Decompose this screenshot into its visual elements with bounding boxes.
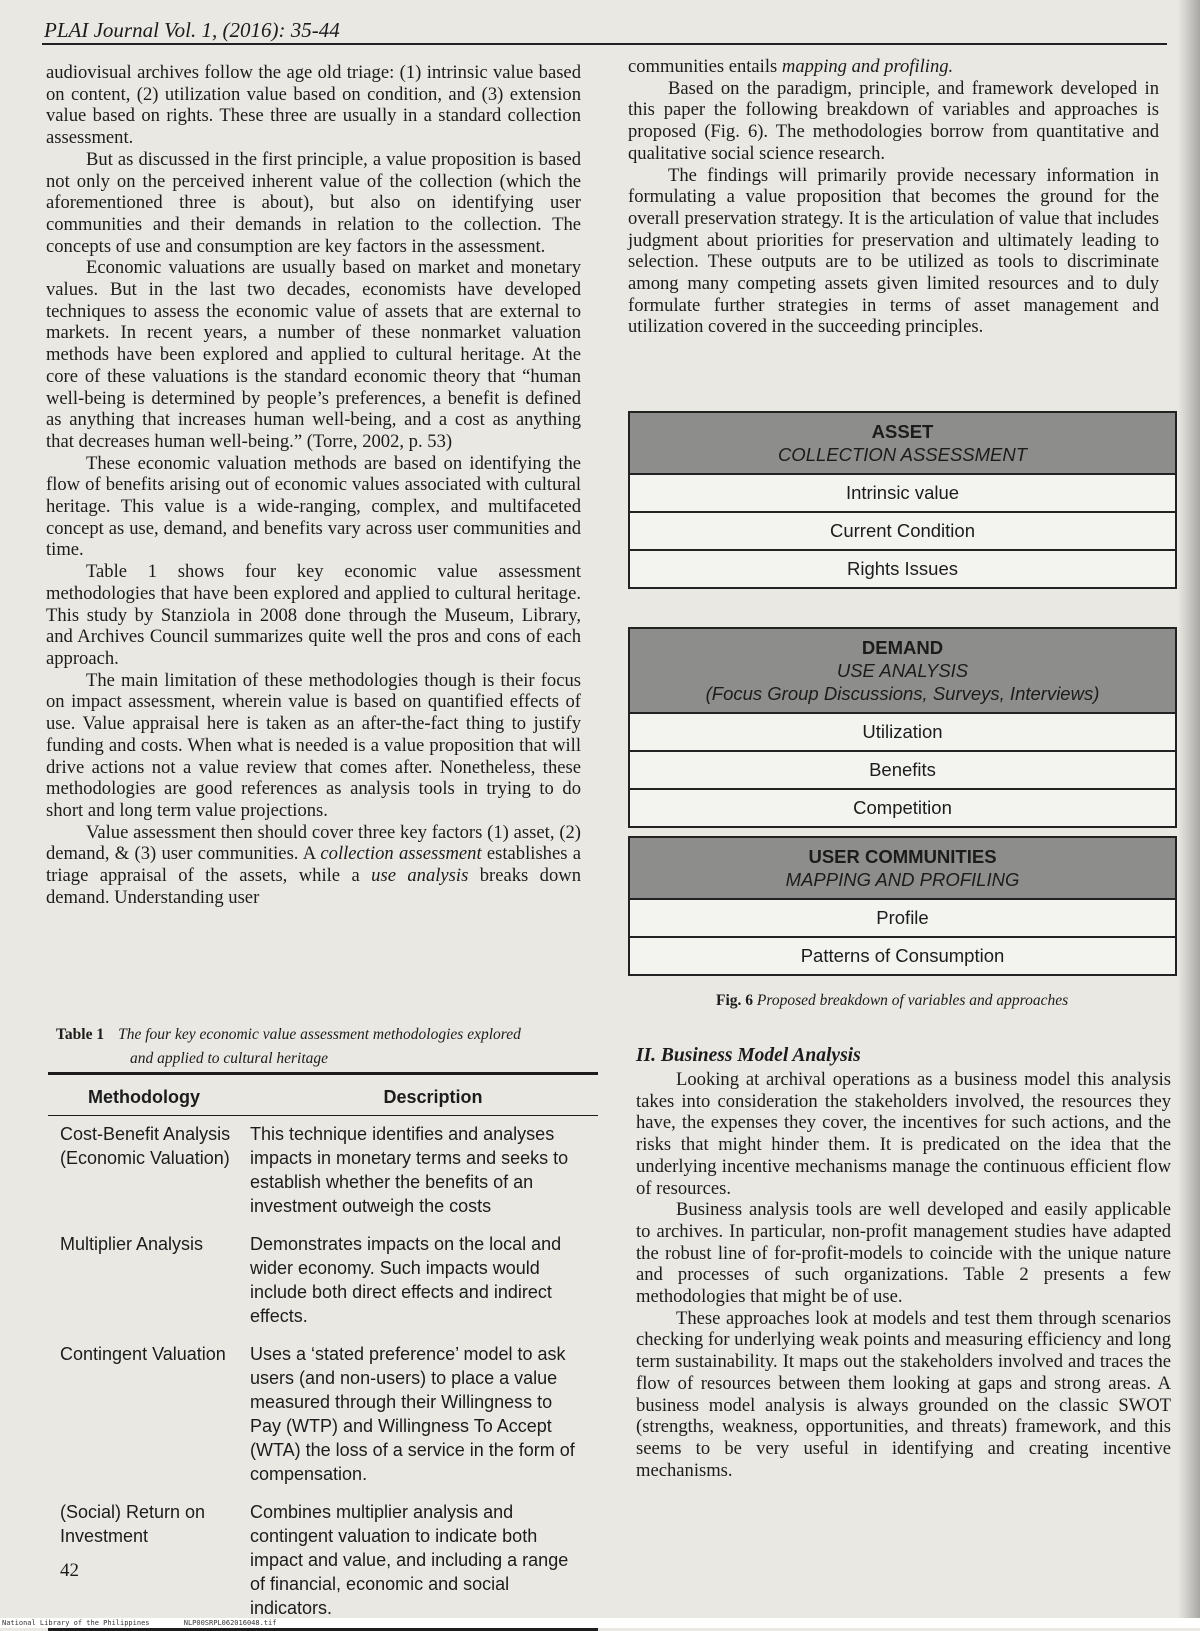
asset-box-header (630, 413, 1175, 475)
paragraph: These economic valuation methods are based on identifying the flow of benefits arising out of economic values associated with cultural heritage. This value is a wide-ranging, complex, and multifaceted concept as use, demand, and benefits vary across user communities and time. (46, 452, 581, 561)
box-note: (Focus Group Discussions, Surveys, Interviews) (705, 683, 1100, 704)
table-row (48, 1336, 598, 1494)
table-cell-description: Demonstrates impacts on the local and wider economy. Such impacts would include both direct effects and indirect effects. (250, 1234, 562, 1326)
section-body (636, 1069, 1171, 1481)
italic-term: mapping and profiling. (781, 56, 954, 77)
figure-caption (716, 992, 1068, 1010)
box-item: Utilization (630, 714, 1175, 752)
paragraph: But as discussed in the first principle, a value proposition is based not only on the perceived inherent value of the collection (which the aforementioned three is about), but also on identifying user communities and their demands in relation to the collection. The concepts of use and consumption are key factors in the assessment. (46, 148, 581, 257)
box-subtitle: MAPPING AND PROFILING (785, 869, 1020, 890)
paragraph: These approaches look at models and test them through scenarios checking for underlying weak points and measuring efficiency and long term sustainability. It maps out the stakeholders involved and traces the flow of resources between them looking at gaps and strong areas. A business model analysis is always grounded on the classic SWOT (strengths, weakness, opportunities, and threats) framework, and this seems to be very useful in identifying and creating incentive mechanisms. (636, 1307, 1171, 1481)
text-run: Value assessment then should cover three key factors (1) asset, (2) demand, & (3) user communities. A (46, 821, 581, 865)
text-run: establishes a triage appraisal of the assets, while a (46, 843, 581, 887)
scan-source: National Library of the Philippines (2, 1619, 150, 1627)
table-label: Table 1 (56, 1026, 105, 1043)
right-column (628, 56, 1159, 338)
column-header: Methodology (88, 1087, 200, 1107)
box-title: DEMAND (861, 637, 944, 658)
section-heading: II. Business Model Analysis (636, 1045, 861, 1066)
table-cell-description: Combines multiplier analysis and contingent valuation to indicate both impact and value, and including a range of financial, economic and social indicators. (250, 1502, 569, 1618)
box-item: Profile (630, 900, 1175, 938)
scan-footer (0, 1618, 1200, 1628)
page-edge-shadow (1178, 0, 1200, 1618)
user-communities-box (628, 836, 1177, 976)
box-subtitle: COLLECTION ASSESSMENT (777, 444, 1028, 465)
figure-label: Fig. 6 (716, 992, 754, 1009)
paragraph: The main limitation of these methodologies though is their focus on impact assessment, wherein value is based on quantified effects of use. Value appraisal here is taken as an after-the-fact thing to justify funding and costs. When what is needed is a value proposition that will drive actions not a value review that comes after. Nonetheless, these methodologies are good references as analysis tools in trying to do short and long term value projections. (46, 669, 581, 821)
box-item: Current Condition (630, 513, 1175, 551)
asset-box (628, 411, 1177, 589)
scan-file: NLP00SRPL062016048.tif (183, 1619, 277, 1627)
table-header-row (48, 1075, 598, 1116)
paragraph (628, 56, 1159, 78)
table-caption-line: The four key economic value assessment methodologies explored (118, 1026, 521, 1043)
text-run: breaks down demand. Understanding user (46, 865, 581, 908)
methodology-table (48, 1072, 598, 1631)
demand-box-header (630, 629, 1175, 714)
italic-term: use analysis (371, 865, 469, 887)
table-row (48, 1116, 598, 1226)
table-cell-method: Cost-Benefit Analysis (Economic Valuation) (60, 1124, 231, 1168)
paragraph: The findings will primarily provide necessary information in formulating a value proposition that becomes the ground for the overall preservation strategy. It is the articulation of value that includes judgment about priorities for preservation and ultimately leading to selection. These outputs are to be utilized as tools to discriminate among many competing assets given limited resources and to duly formulate further strategies in terms of asset management and utilization covered in the succeeding principles. (628, 164, 1159, 338)
box-item: Competition (630, 790, 1175, 826)
box-item: Intrinsic value (630, 475, 1175, 513)
paragraph: Table 1 shows four key economic value assessment methodologies that have been explored and applied to cultural heritage. This study by Stanziola in 2008 done through the Museum, Library, and Archives Council summarizes quite well the pros and cons of each approach. (46, 561, 581, 669)
table-cell-description: This technique identifies and analyses impacts in monetary terms and seeks to establish whether the benefits of an investment outweigh the costs (250, 1124, 569, 1216)
figure-caption-text: Proposed breakdown of variables and approaches (756, 992, 1069, 1009)
box-subtitle: USE ANALYSIS (836, 660, 969, 681)
paragraph: Based on the paradigm, principle, and framework developed in this paper the following breakdown of variables and approaches is proposed (Fig. 6). The methodologies borrow from quantitative and qualitative social science research. (628, 77, 1159, 164)
paragraph: Economic valuations are usually based on market and monetary values. But in the last two decades, economists have developed techniques to assess the economic value of assets that are external to markets. In recent years, a number of these nonmarket valuation methods have been explored and applied to cultural heritage. At the core of these valuations is the standard economic theory that “human well-being is determined by people’s preferences, a benefit is defined as anything that increases human well-being, and a cost as anything that decreases human well-being.” (Torre, 2002, p. 53) (46, 257, 581, 452)
text-run: communities entails (628, 56, 782, 77)
table-caption-line: and applied to cultural heritage (130, 1050, 329, 1067)
table-cell-method: Multiplier Analysis (60, 1234, 204, 1254)
box-item: Benefits (630, 752, 1175, 790)
table-cell-method: Contingent Valuation (60, 1344, 226, 1364)
paragraph: Looking at archival operations as a business model this analysis takes into consideration the stakeholders involved, the resources they have, the expenses they cover, the incentives for such actions, and the risks that might hinder them. It is predicated on the idea that the underlying incentive mechanisms manage the continuous efficient flow of resources. (636, 1069, 1171, 1199)
demand-box (628, 627, 1177, 828)
table-cell-description: Uses a ‘stated preference’ model to ask users (and non-users) to place a value measured through their Willingness to Pay (WTP) and Willingness To Accept (WTA) the loss of a service in the form of compensation. (250, 1344, 575, 1484)
table-caption (56, 1023, 576, 1071)
paragraph: audiovisual archives follow the age old triage: (1) intrinsic value based on content, (2) utilization value based on condition, and (3) extension value based on rights. These three are usually in a standard collection assessment. (46, 62, 581, 149)
box-item: Rights Issues (630, 551, 1175, 587)
header-rule (42, 43, 1167, 45)
table-row (48, 1226, 598, 1336)
column-header: Description (383, 1087, 483, 1107)
paragraph: Business analysis tools are well developed and easily applicable to archives. In particular, non-profit management studies have adapted the robust line of for-profit-models to coincide with the unique nature and processes of such organizations. Table 2 presents a few methodologies that might be of use. (636, 1199, 1171, 1308)
italic-term: collection assessment (320, 843, 482, 865)
box-title: USER COMMUNITIES (808, 846, 997, 867)
paragraph (46, 822, 581, 909)
table-cell-method: (Social) Return on Investment (60, 1502, 206, 1546)
page-number: 42 (60, 1560, 79, 1581)
journal-header: PLAI Journal Vol. 1, (2016): 35-44 (44, 18, 340, 42)
box-title: ASSET (871, 421, 934, 442)
box-item: Patterns of Consumption (630, 938, 1175, 974)
left-column (46, 62, 581, 908)
table-row (48, 1494, 598, 1628)
user-communities-box-header (630, 838, 1175, 900)
